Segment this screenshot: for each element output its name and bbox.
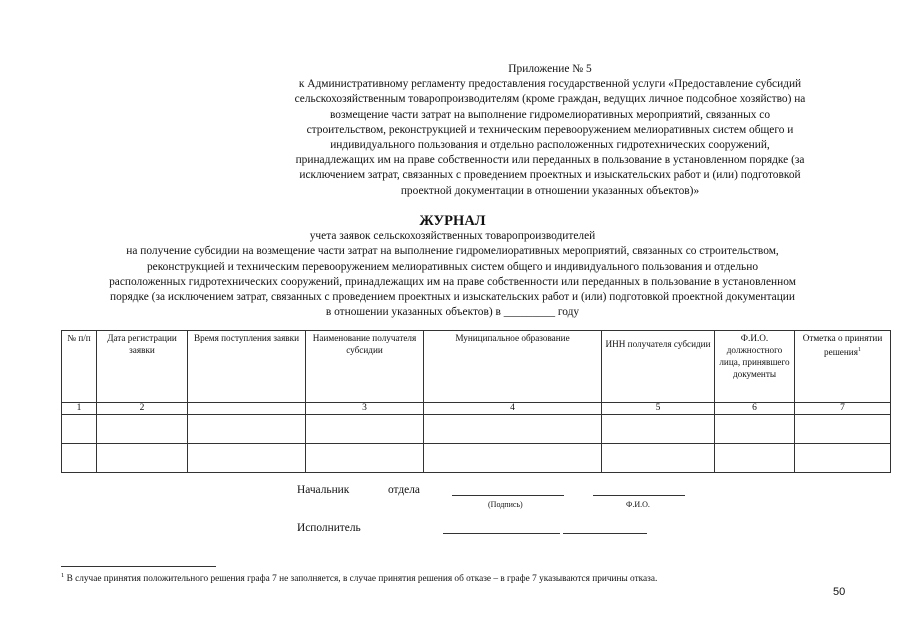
column-numbers-row — [62, 403, 891, 415]
footnote-ref: 1 — [857, 347, 861, 353]
appendix-line: исключением затрат, связанных с проведением проектных и изыскательских работ и (или) подготовкой — [299, 169, 801, 182]
table-cell[interactable] — [62, 415, 97, 444]
appendix-line: принадлежащих им на праве собственности или переданных в пользование в установленном порядке (за — [295, 154, 805, 167]
subtitle-line: расположенных гидротехнических сооружений, принадлежащих им на праве собственности или переданных в пользование в установленном — [109, 275, 796, 288]
applications-table — [61, 330, 891, 473]
table-cell[interactable] — [795, 415, 891, 444]
footnote-text: В случае принятия положительного решения графа 7 не заполняется, в случае принятия решения об отказе – в графе 7 указываются причины отказа. — [64, 574, 658, 585]
column-number: 3 — [306, 403, 424, 415]
appendix-line: сельскохозяйственным товаропроизводителям (кроме граждан, ведущих личное подсобное хозяйство) на — [294, 93, 806, 106]
journal-title: ЖУРНАЛ — [419, 213, 486, 229]
page-number: 50 — [833, 586, 846, 598]
table-cell[interactable] — [97, 415, 188, 444]
column-number: 1 — [62, 403, 97, 415]
table-cell[interactable] — [188, 444, 306, 473]
table-cell[interactable] — [62, 444, 97, 473]
table-cell[interactable] — [306, 415, 424, 444]
journal-subtitle — [40, 229, 865, 321]
header-municipality: Муниципальное образование — [424, 331, 602, 403]
header-receipt-time: Время поступления заявки — [188, 331, 306, 403]
subtitle-line: реконструкцией и техническим перевооружением мелиоративных систем общего и индивидуального пользования и отдельно — [146, 260, 759, 273]
column-number: 6 — [715, 403, 795, 415]
executor-label: Исполнитель — [297, 522, 361, 534]
table-cell[interactable] — [715, 415, 795, 444]
table-row — [62, 415, 891, 444]
table-row — [62, 444, 891, 473]
table-cell[interactable] — [795, 444, 891, 473]
appendix-line: строительством, реконструкцией и техническим перевооружением мелиоративных систем общего и — [306, 123, 794, 136]
footnote — [61, 572, 657, 584]
header-official-name: Ф.И.О. должностного лица, принявшего документы — [715, 331, 795, 403]
subtitle-line: порядке (за исключением затрат, связанных с проведением проектных и изыскательских работ и (или) подготовкой проектной документации — [110, 291, 795, 304]
header-inn: ИНН получателя субсидии — [602, 331, 715, 403]
column-number: 2 — [97, 403, 188, 415]
appendix-number: Приложение № 5 — [508, 63, 592, 75]
header-decision-label: Отметка о принятии решения — [802, 333, 883, 358]
executor-signature-line[interactable] — [443, 533, 560, 534]
table-cell[interactable] — [602, 415, 715, 444]
appendix-line: индивидуального пользования и отдельно расположенных гидротехнических сооружений, — [330, 139, 770, 152]
header-recipient-name: Наименование получателя субсидии — [306, 331, 424, 403]
subtitle-line: на получение субсидии на возмещение части затрат на выполнение гидромелиоративных мероприятий, связанных со строительством, — [126, 245, 779, 258]
table-cell[interactable] — [602, 444, 715, 473]
header-number: № п/п — [62, 331, 97, 403]
footnote-divider — [61, 566, 216, 567]
appendix-line: возмещение части затрат на выполнение гидромелиоративных мероприятий, связанных со — [329, 108, 771, 121]
department-label: отдела — [388, 484, 420, 496]
appendix-line: к Административному регламенту предоставления государственной услуги «Предоставление субсидий — [298, 78, 802, 91]
column-number: 4 — [424, 403, 602, 415]
column-number — [188, 403, 306, 415]
subtitle-line: учета заявок сельскохозяйственных товаропроизводителей — [309, 230, 596, 242]
table-cell[interactable] — [188, 415, 306, 444]
column-number: 5 — [602, 403, 715, 415]
table-cell[interactable] — [424, 415, 602, 444]
head-signature-line[interactable] — [452, 495, 564, 496]
header-registration-date: Дата регистрации заявки — [97, 331, 188, 403]
table-cell[interactable] — [306, 444, 424, 473]
table-cell[interactable] — [97, 444, 188, 473]
head-label: Начальник — [297, 484, 350, 496]
table-cell[interactable] — [424, 444, 602, 473]
appendix-line: проектной документации в отношении указанных объектов)» — [400, 184, 700, 197]
signature-caption: (Подпись) — [488, 500, 523, 509]
header-decision-mark — [795, 331, 891, 403]
name-caption: Ф.И.О. — [626, 500, 650, 509]
head-name-line[interactable] — [593, 495, 685, 496]
appendix-block — [250, 62, 850, 199]
footnote-mark: 1 — [61, 572, 65, 579]
column-number: 7 — [795, 403, 891, 415]
table-cell[interactable] — [715, 444, 795, 473]
subtitle-line: в отношении указанных объектов) в _________ году — [325, 306, 580, 319]
table-header-row — [62, 331, 891, 403]
executor-name-line[interactable] — [563, 533, 647, 534]
